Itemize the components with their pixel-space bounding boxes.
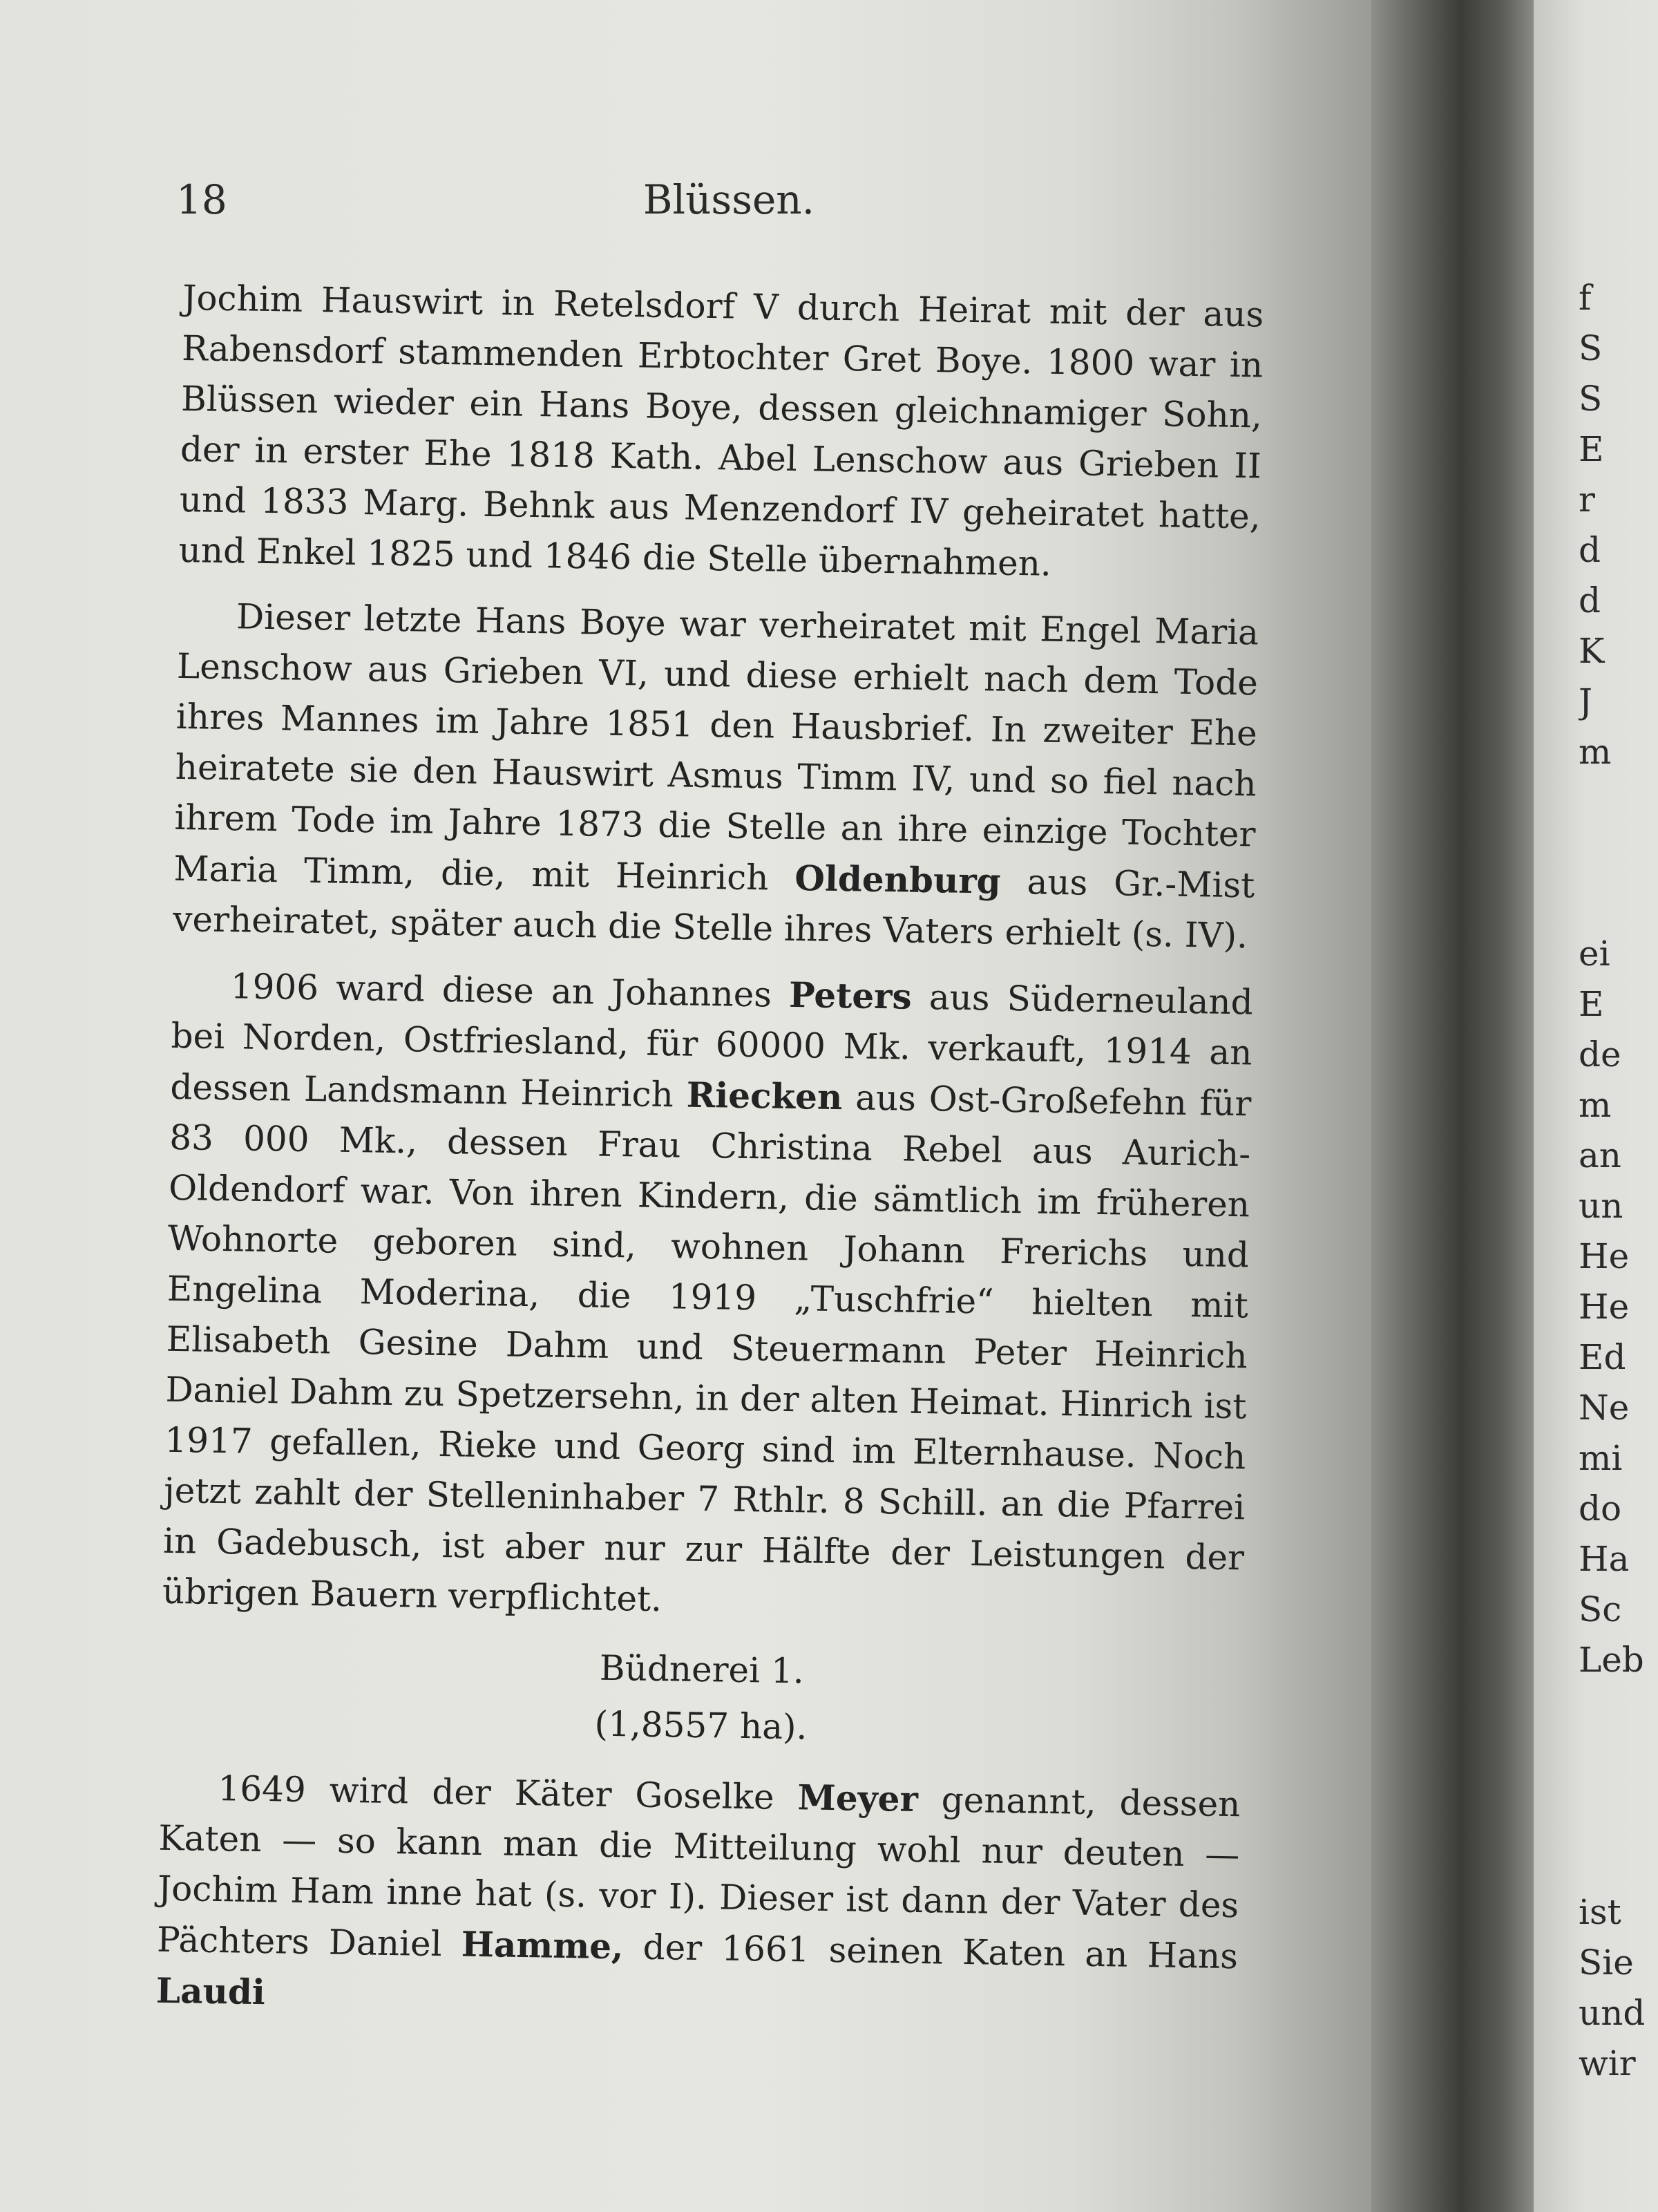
facing-line-fragment: Leb	[1579, 1640, 1644, 1680]
paragraph-3	[162, 960, 1253, 1634]
facing-line-fragment: mi	[1579, 1438, 1623, 1478]
text-segment: aus Süderneuland bei Norden, Ostfriesland, für 60000 Mk. verkauft, 1914 an dessen Landsmann Heinrich	[170, 976, 1254, 1115]
book-gutter	[1371, 0, 1534, 2212]
bold-name: Hamme,	[461, 1923, 624, 1967]
facing-line-fragment: r	[1579, 480, 1595, 520]
facing-line-fragment: an	[1579, 1135, 1622, 1175]
facing-line-fragment: d	[1579, 580, 1601, 621]
paragraph-4	[155, 1762, 1241, 2034]
facing-line-fragment: de	[1579, 1034, 1621, 1075]
paragraph-1	[178, 273, 1264, 593]
facing-page-text	[1579, 273, 1658, 2089]
bold-name: Peters	[788, 974, 913, 1017]
facing-line-fragment: He	[1579, 1287, 1630, 1327]
facing-fragments-middle	[1579, 929, 1658, 1685]
bold-name: Meyer	[797, 1777, 919, 1819]
facing-gap	[1579, 1685, 1658, 1887]
facing-fragments-bottom	[1579, 1887, 1658, 2089]
facing-gap	[1579, 777, 1658, 929]
running-title: Blüssen.	[642, 176, 815, 223]
facing-line-fragment: ist	[1579, 1892, 1621, 1932]
text-segment: aus Ost-Großefehn für 83 000 Mk., dessen Frau Christina Rebel aus Aurich-Oldendorf war. Von ihren Kindern, die sämtlich im früheren Wohnorte geboren sind, wohnen Johann Frerichs und Engelina Moderina, die 1919 „Tuschfrie“ hielten mit Elisabeth Gesine Dahm und Steuermann Peter Heinrich Daniel Dahm zu Spetzersehn, in der alten Heimat. Hinrich ist 1917 gefallen, Rieke und Georg sind im Elternhause. Noch jetzt zahlt der Stelleninhaber 7 Rthlr. 8 Schill. an die Pfarrei in Gadebusch, ist aber nur zur Hälfte der Leistungen der übrigen Bauern verpflichtet.	[162, 1077, 1252, 1620]
facing-line-fragment: wir	[1579, 2043, 1636, 2083]
text-segment: Jochim Hauswirt in Retelsdorf V durch Heirat mit der aus Rabensdorf stammenden Erbtochter Gret Boye. 1800 war in Blüssen wieder ein Hans Boye, dessen gleichnamiger Sohn, der in erster Ehe 1818 Kath. Abel Lenschow aus Grieben II und 1833 Marg. Behnk aus Menzendorf IV geheiratet hatte, und Enkel 1825 und 1846 die Stelle übernahmen.	[178, 277, 1264, 584]
facing-line-fragment: m	[1579, 1085, 1612, 1125]
facing-line-fragment: S	[1579, 379, 1603, 419]
facing-line-fragment: f	[1579, 278, 1592, 318]
facing-line-fragment: do	[1579, 1488, 1622, 1529]
facing-line-fragment: ei	[1579, 934, 1610, 974]
bold-name: Laudi	[155, 1969, 266, 2013]
bold-name: Oldenburg	[794, 858, 1002, 902]
facing-line-fragment: d	[1579, 530, 1601, 570]
running-head	[176, 176, 1281, 231]
bold-name: Riecken	[686, 1074, 843, 1118]
facing-line-fragment: m	[1579, 732, 1612, 772]
facing-line-fragment: Ha	[1579, 1539, 1630, 1579]
facing-line-fragment: E	[1579, 984, 1604, 1024]
facing-line-fragment: und	[1579, 1993, 1646, 2033]
section-heading: Büdnerei 1.	[599, 1647, 805, 1692]
facing-line-fragment: E	[1579, 429, 1604, 469]
text-segment: 1649 wird der Käter Goselke	[218, 1768, 798, 1818]
text-segment: Dieser letzte Hans Boye war verheiratet mit Engel Maria Lenschow aus Grieben VI, und diese erhielt nach dem Tode ihres Mannes im Jahre 1851 den Hausbrief. In zweiter Ehe heiratete sie den Hauswirt Asmus Timm IV, und so fiel nach ihrem Tode im Jahre 1873 die Stelle an ihre einzige Tochter Maria Timm, die, mit Heinrich	[173, 596, 1259, 899]
section-area: (1,8557 ha).	[594, 1703, 808, 1748]
facing-line-fragment: un	[1579, 1186, 1623, 1226]
facing-line-fragment: He	[1579, 1236, 1630, 1276]
body-text	[155, 273, 1264, 2048]
facing-line-fragment: Ne	[1579, 1388, 1630, 1428]
text-segment: aus Gr.-Mist verheiratet, später auch die Stelle ihres Vaters erhielt (s. IV).	[172, 861, 1255, 956]
facing-line-fragment: K	[1579, 631, 1605, 671]
facing-line-fragment: S	[1579, 328, 1603, 368]
facing-line-fragment: J	[1579, 681, 1593, 721]
text-segment: 1906 ward diese an Johannes	[230, 966, 790, 1015]
facing-line-fragment: Sc	[1579, 1589, 1622, 1629]
page-number: 18	[176, 176, 227, 223]
facing-fragments-top	[1579, 273, 1658, 777]
text-segment: genannt, dessen Katen — so kann man die Mitteilung wohl nur deuten — Jochim Ham inne hat (s. vor I). Dieser ist dann der Vater des Pächters Daniel	[156, 1779, 1241, 1965]
text-segment: der 1661 seinen Katen an Hans	[622, 1927, 1239, 1977]
facing-line-fragment: Ed	[1579, 1337, 1626, 1377]
paragraph-2	[173, 591, 1259, 962]
facing-line-fragment: Sie	[1579, 1942, 1634, 1983]
